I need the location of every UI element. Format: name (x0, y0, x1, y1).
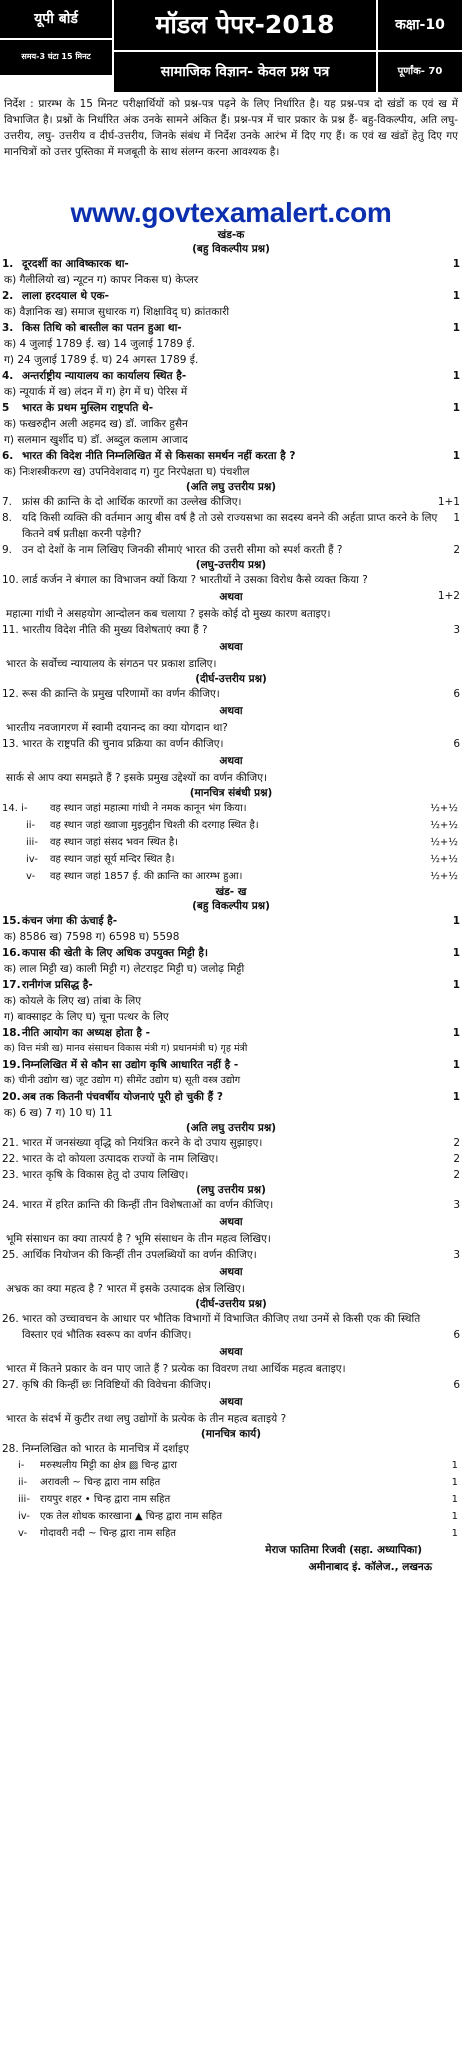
question-28-item: iii- रायपुर शहर • चिन्ह द्वारा नाम सहित 1 (18, 1494, 458, 1505)
question-21: 21. भारत में जनसंख्या वृद्धि को नियंत्रित करने के दो उपाय सुझाइए। 2 (2, 1137, 460, 1149)
question-20-options: क) 6 ख) 7 ग) 10 घ) 11 (4, 1107, 113, 1119)
or-label: अथवा (219, 1346, 243, 1358)
question-17: 17. रानीगंज प्रसिद्ध है- 1 (2, 979, 460, 991)
question-24-alternative: भूमि संसाधन का क्या तात्पर्य है ? भूमि संसाधन के तीन महत्व लिखिए। (6, 1233, 271, 1245)
or-label: अथवा (219, 641, 243, 653)
paper-title: मॉडल पेपर-2018 (114, 0, 376, 50)
question-22: 22. भारत के दो कोयला उत्पादक राज्यों के नाम लिखिए। 2 (2, 1153, 460, 1165)
section-b-laq-heading: (दीर्घ-उत्तरीय प्रश्न) (195, 1298, 267, 1310)
question-9: 9. उन दो देशों के नाम लिखिए जिनकी सीमाएं भारत की उत्तरी सीमा को स्पर्श करती हैं ? 2 (2, 544, 460, 556)
or-label: अथवा (219, 591, 243, 603)
question-14-item: iv- वह स्थान जहां सूर्य मन्दिर स्थित है। ½+½ (26, 854, 458, 865)
question-28: 28. निम्नलिखित को भारत के मानचित्र में दर्शाइए (2, 1443, 189, 1455)
question-26: 26. भारत को उच्चावचन के आधार पर भौतिक विभागों में विभाजित कीजिए तथा उनमें से किसी एक की स्थिति विस्तार एवं भौतिक स्वरूप का वर्णन कीजिए। 6 (2, 1313, 460, 1341)
question-16: 16. कपास की खेती के लिए अधिक उपयुक्त मिट्टी है। 1 (2, 947, 460, 959)
question-10: 10. लार्ड कर्जन ने बंगाल का विभाजन क्यों किया ? भारतीयों ने उसका विरोध कैसे व्यक्त किया ? 1+2 (2, 574, 460, 602)
subject-title: सामाजिक विज्ञान- केवल प्रश्न पत्र (114, 52, 376, 92)
question-25: 25. आर्थिक नियोजन की किन्हीं तीन उपलब्धियों का वर्णन कीजिए। 3 (2, 1249, 460, 1261)
question-27-alternative: भारत के संदर्भ में कुटीर तथा लघु उद्योगों के प्रत्येक के तीन महत्व बताइये ? (6, 1413, 287, 1425)
question-3-options-2: ग) 24 जुलाई 1789 ई. घ) 24 अगस्त 1789 ई. (4, 354, 199, 366)
author-institution: अमीनाबाद इं. कॉलेज., लखनऊ (308, 1561, 432, 1573)
board-box (0, 0, 112, 38)
or-label: अथवा (219, 1266, 243, 1278)
section-b-title: खंड- ख (215, 886, 247, 898)
question-12: 12. रूस की क्रान्ति के प्रमुख परिणामों का वर्णन कीजिए। 6 (2, 688, 460, 700)
question-13-alternative: सार्क से आप क्या समझते हैं ? इसके प्रमुख उद्देश्यों का वर्णन कीजिए। (6, 772, 267, 784)
question-6-options: क) निःशस्त्रीकरण ख) उपनिवेशवाद ग) गुट निरपेक्षता घ) पंचशील (4, 466, 250, 478)
question-26-alternative: भारत में कितने प्रकार के वन पाए जाते हैं ? प्रत्येक का विवरण तथा आर्थिक महत्व बताइए। (6, 1363, 346, 1375)
question-19: 19. निम्नलिखित में से कौन सा उद्योग कृषि आधारित नहीं है - 1 (2, 1059, 460, 1071)
or-label: अथवा (219, 1396, 243, 1408)
section-b-mcq-heading: (बहु विकल्पीय प्रश्न) (192, 900, 270, 912)
question-25-alternative: अभ्रक का क्या महत्व है ? भारत में इसके उत्पादक क्षेत्र लिखिए। (6, 1283, 245, 1295)
question-1-options: क) गैलीलियो ख) न्यूटन ग) कापर निकस घ) केप्लर (4, 274, 199, 286)
question-4-options: क) न्यूयार्क में ख) लंदन में ग) हेग में घ) पेरिस में (4, 386, 188, 398)
question-17-options-2: ग) बाक्साइट के लिए घ) चूना पत्थर के लिए (4, 1011, 169, 1023)
question-2: 2. लाला हरदयाल थे एक- 1 (2, 290, 460, 302)
question-12-alternative: भारतीय नवजागरण में स्वामी दयानन्द का क्या योगदान था? (6, 722, 228, 734)
question-17-options-1: क) कोयले के लिए ख) तांबा के लिए (4, 995, 142, 1007)
question-24: 24. भारत में हरित क्रान्ति की किन्हीं तीन विशेषताओं का वर्णन कीजिए। 3 (2, 1199, 460, 1211)
question-11-alternative: भारत के सर्वोच्च न्यायालय के संगठन पर प्रकाश डालिए। (6, 658, 217, 670)
question-16-options: क) लाल मिट्टी ख) काली मिट्टी ग) लेटराइट मिट्टी घ) जलोढ़ मिट्टी (4, 963, 245, 975)
board-label: यूपी बोर्ड (34, 11, 78, 27)
question-6: 6. भारत की विदेश नीति निम्नलिखित में से किसका समर्थन नहीं करता है ? 1 (2, 450, 460, 462)
section-b-saq-heading: (लघु उत्तरीय प्रश्न) (196, 1184, 266, 1196)
section-a-saq-heading: (लघु-उत्तरीय प्रश्न) (195, 559, 267, 571)
or-label: अथवा (219, 1216, 243, 1228)
section-a-map-heading: (मानचित्र संबंधी प्रश्न) (189, 787, 273, 799)
author-signature: मेराज फातिमा रिजवी (सहा. अध्यापिका) (265, 1544, 422, 1556)
question-28-item: iv- एक तेल शोधक कारखाना ▲ चिन्ह द्वारा नाम सहित 1 (18, 1511, 458, 1522)
question-14-item: ii- वह स्थान जहां ख्वाजा मुइनुद्दीन चिश्ती की दरगाह स्थित है। ½+½ (26, 820, 458, 831)
class-label: कक्षा-10 (378, 0, 462, 50)
question-18: 18. नीति आयोग का अध्यक्ष होता है - 1 (2, 1027, 460, 1039)
marks-label: पूर्णांक- 70 (378, 52, 462, 92)
question-2-options: क) वैज्ञानिक ख) समाज सुधारक ग) शिक्षाविद् घ) क्रांतकारी (4, 306, 230, 318)
question-23: 23. भारत कृषि के विकास हेतु दो उपाय लिखिए। 2 (2, 1169, 460, 1181)
question-20: 20. अब तक कितनी पंचवर्षीय योजनाएं पूरी हो चुकी हैं ? 1 (2, 1091, 460, 1103)
section-a-title: खंड-क (217, 229, 245, 241)
or-label: अथवा (219, 755, 243, 767)
time-label: समय-3 घंटा 15 मिनट (21, 52, 91, 61)
question-5-options-1: क) फखरुद्दीन अली अहमद ख) डॉ. जाकिर हुसैन (4, 418, 188, 430)
instructions: निर्देश : प्रारम्भ के 15 मिनट परीक्षार्थियों को प्रश्न-पत्र पढ़ने के लिए निर्धारित है। यह प्रश्न-पत्र दो खंडों क एवं ख में विभाजित है। प्रश्नों के निर्धारित अंक उनके सामने अंकित हैं। प्रश्न-पत्र में चार प्रकार के प्रश्न हैं- बहु-विकल्पीय, अति लघु-उत्तरीय, लघु- उत्तरीय व दीर्घ-उत्तरीय, जिनके संबंध में निर्देश उनके आरंभ में दिए गए हैं। क एवं ख खंडों हेतु दिए गए मानचित्रों को उत्तर पुस्तिका में मजबूती के साथ संलग्न करना आवश्यक है। (4, 98, 458, 158)
question-8: 8. यदि किसी व्यक्ति की वर्तमान आयु बीस वर्ष है तो उसे राज्यसभा का सदस्य बनने की अर्हता प्राप्त करने के लिए कितने वर्ष प्रतीक्षा करनी पड़ेगी? 1 (2, 512, 460, 540)
question-5: 5 भारत के प्रथम मुस्लिम राष्ट्रपति थे- 1 (2, 402, 460, 414)
question-14-item: iii- वह स्थान जहां संसद भवन स्थित है। ½+½ (26, 837, 458, 848)
question-14-item: v- वह स्थान जहां 1857 ई. की क्रान्ति का आरम्भ हुआ। ½+½ (26, 871, 458, 882)
or-label: अथवा (219, 705, 243, 717)
section-a-mcq-heading: (बहु विकल्पीय प्रश्न) (192, 243, 270, 255)
section-a-vsaq-heading: (अति लघु उत्तरीय प्रश्न) (185, 481, 277, 493)
question-1: 1. दूरदर्शी का आविष्कारक था- 1 (2, 258, 460, 270)
section-b-vsaq-heading: (अति लघु उत्तरीय प्रश्न) (185, 1122, 277, 1134)
question-13: 13. भारत के राष्ट्रपति की चुनाव प्रक्रिया का वर्णन कीजिए। 6 (2, 738, 460, 750)
question-4: 4. अन्तर्राष्ट्रीय न्यायालय का कार्यालय स्थित है- 1 (2, 370, 460, 382)
question-14-item: 14. i- वह स्थान जहां महात्मा गांधी ने नमक कानून भंग किया। ½+½ (2, 803, 458, 814)
question-5-options-2: ग) सलमान खुर्शीद घ) डॉ. अब्दुल कलाम आजाद (4, 434, 188, 446)
question-15-options: क) 8586 ख) 7598 ग) 6598 घ) 5598 (4, 931, 180, 943)
question-28-item: v- गोदावरी नदी ~ चिन्ह द्वारा नाम सहित 1 (18, 1528, 458, 1539)
section-b-map-heading: (मानचित्र कार्य) (200, 1428, 262, 1440)
paper-header (0, 0, 462, 96)
question-7: 7. फ्रांस की क्रान्ति के दो आर्थिक कारणों का उल्लेख कीजिए। 1+1 (2, 496, 460, 508)
time-box (0, 40, 112, 75)
question-19-options: क) चीनी उद्योग ख) जूट उद्योग ग) सीमेंट उद्योग घ) सूती वस्त्र उद्योग (4, 1075, 241, 1086)
question-3: 3. किस तिथि को बास्तील का पतन हुआ था- 1 (2, 322, 460, 334)
question-28-item: i- मरुस्थलीय मिट्टी का क्षेत्र ▨ चिन्ह द्वारा 1 (18, 1460, 458, 1471)
question-27: 27. कृषि की किन्हीं छः निविष्टियों की विवेचना कीजिए। 6 (2, 1379, 460, 1391)
question-11: 11. भारतीय विदेश नीति की मुख्य विशेषताएं क्या हैं ? 3 (2, 624, 460, 636)
question-3-options-1: क) 4 जुलाई 1789 ई. ख) 14 जुलाई 1789 ई. (4, 338, 195, 350)
question-18-options: क) वित्त मंत्री ख) मानव संसाधन विकास मंत्री ग) प्रधानमंत्री घ) गृह मंत्री (4, 1043, 248, 1054)
question-28-item: ii- अरावली ~ चिन्ह द्वारा नाम सहित 1 (18, 1477, 458, 1488)
watermark-link[interactable]: www.govtexamalert.com (70, 197, 392, 228)
question-10-alternative: महात्मा गांधी ने असहयोग आन्दोलन कब चलाया ? इसके कोई दो मुख्य कारण बताइए। (6, 608, 331, 620)
section-a-laq-heading: (दीर्घ-उत्तरीय प्रश्न) (195, 673, 267, 685)
question-15: 15. कंचन जंगा की ऊंचाई है- 1 (2, 915, 460, 927)
